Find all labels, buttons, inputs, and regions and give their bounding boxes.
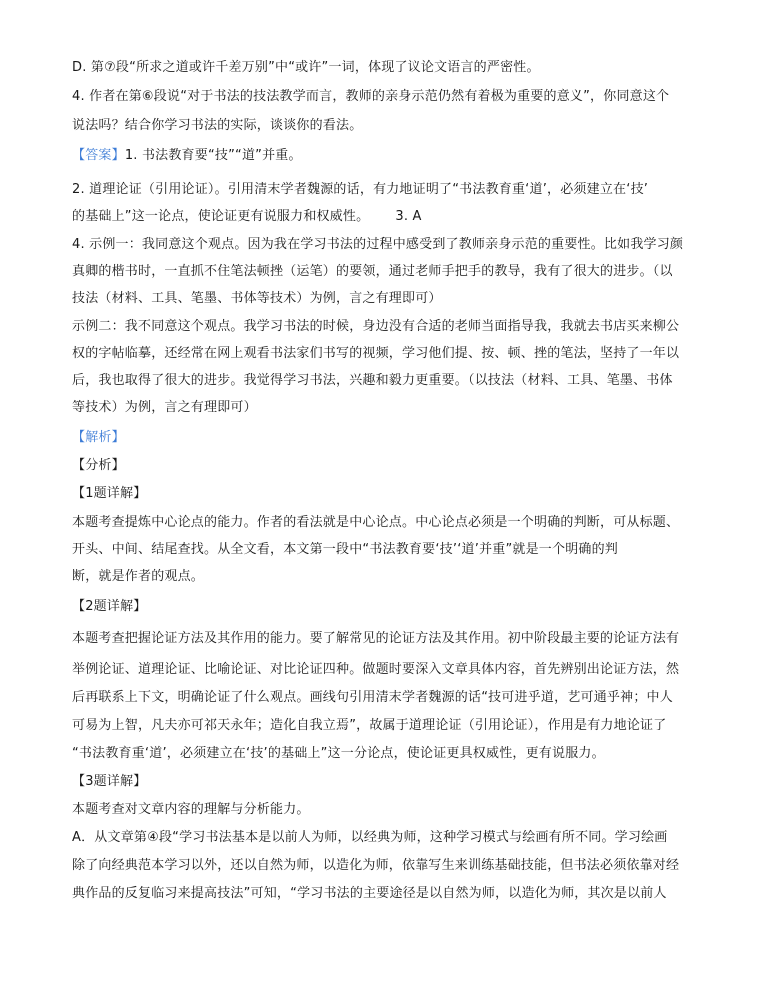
- q1-detail-line1: 本题考查提炼中心论点的能力。作者的看法就是中心论点。中心论点必须是一个明确的判断，可从标题、: [72, 515, 680, 530]
- question-4-line2: 说法吗？结合你学习书法的实际，谈谈你的看法。: [72, 118, 363, 133]
- section-analysis: 【分析】: [72, 458, 125, 473]
- q2-detail-line3: 后再联系上下文，明确论证了什么观点。画线句引用清末学者魏源的话“技可进乎道，艺可通乎神；中人: [72, 690, 673, 705]
- section-q1: 【1题详解】: [72, 486, 147, 501]
- question-4-line1: 4. 作者在第⑥段说“对于书法的技法教学而言，教师的亲身示范仍然有着极为重要的意义”，你同意这个: [72, 89, 670, 104]
- example-2-line3: 后，我也取得了很大的进步。我觉得学习书法，兴趣和毅力更重要。（以技法（材料、工具、笔墨、书体: [72, 373, 673, 388]
- answer-label: 【答案】: [72, 148, 125, 163]
- answer-1: 1. 书法教育要“技”“道”并重。: [124, 148, 302, 163]
- q2-detail-line2: 举例论证、道理论证、比喻论证、对比论证四种。做题时要深入文章具体内容，首先辨别出论证方法，然: [72, 662, 680, 677]
- q2-detail-line5: “书法教育重‘道’，必须建立在‘技’的基础上”这一分论点，使论证更具权威性，更有说服力。: [72, 746, 605, 761]
- answer-2-line2: [72, 208, 710, 226]
- q1-detail-line2: 开头、中间、结尾查找。从全文看，本文第一段中“书法教育要‘技’‘道’并重”就是一个明确的判: [72, 542, 618, 557]
- q3-option-a-line2: 除了向经典范本学习以外，还以自然为师，以造化为师，依靠写生来训练基础技能，但书法必须依靠对经: [72, 858, 680, 873]
- q2-detail-line4: 可易为上智，凡夫亦可祁天永年；造化自我立焉”，故属于道理论证（引用论证），作用是有力地论证了: [72, 718, 667, 733]
- q3-option-a-line1: A．从文章第④段“学习书法基本是以前人为师，以经典为师，这种学习模式与绘画有所不同。学习绘画: [72, 830, 668, 845]
- example-2-line2: 权的字帖临摹，还经常在网上观看书法家们书写的视频，学习他们提、按、顿、挫的笔法，坚持了一年以: [72, 346, 680, 361]
- answer-4-line2: 真卿的楷书时，一直抓不住笔法顿挫（运笔）的要领，通过老师手把手的教导，我有了很大的进步。（以: [72, 264, 673, 279]
- example-2-line1: 示例二：我不同意这个观点。我学习书法的时候，身边没有合适的老师当面指导我，我就去书店买来柳公: [72, 319, 680, 334]
- answer-4-line3: 技法（材料、工具、笔墨、书体等技术）为例，言之有理即可）: [72, 291, 442, 306]
- analysis-label: 【解析】: [72, 430, 125, 445]
- answer-2-line1: 2. 道理论证（引用论证）。引用清末学者魏源的话，有力地证明了“书法教育重‘道’，必须建立在‘技’: [72, 182, 649, 197]
- q2-detail-line1: 本题考查把握论证方法及其作用的能力。要了解常见的论证方法及其作用。初中阶段最主要的论证方法有: [72, 631, 680, 646]
- answer-4-line1: 4. 示例一：我同意这个观点。因为我在学习书法的过程中感受到了教师亲身示范的重要性。比如我学习颜: [72, 237, 684, 252]
- example-2-line4: 等技术）为例，言之有理即可）: [72, 400, 257, 415]
- q3-option-a-line3: 典作品的反复临习来提高技法”可知，“学习书法的主要途径是以自然为师，以造化为师，其次是以前人: [72, 886, 667, 901]
- answer-line: [72, 147, 710, 165]
- q1-detail-line3: 断，就是作者的观点。: [72, 569, 205, 584]
- section-q3: 【3题详解】: [72, 774, 147, 789]
- option-d: D. 第⑦段“所求之道或许千差万别”中“或许”一词，体现了议论文语言的严密性。: [72, 60, 540, 75]
- answer-3: 3. A: [395, 209, 422, 224]
- q3-detail-line1: 本题考查对文章内容的理解与分析能力。: [72, 802, 310, 817]
- section-q2: 【2题详解】: [72, 599, 147, 614]
- answer-2-end: 的基础上”这一论点，使论证更有说服力和权威性。: [72, 209, 370, 224]
